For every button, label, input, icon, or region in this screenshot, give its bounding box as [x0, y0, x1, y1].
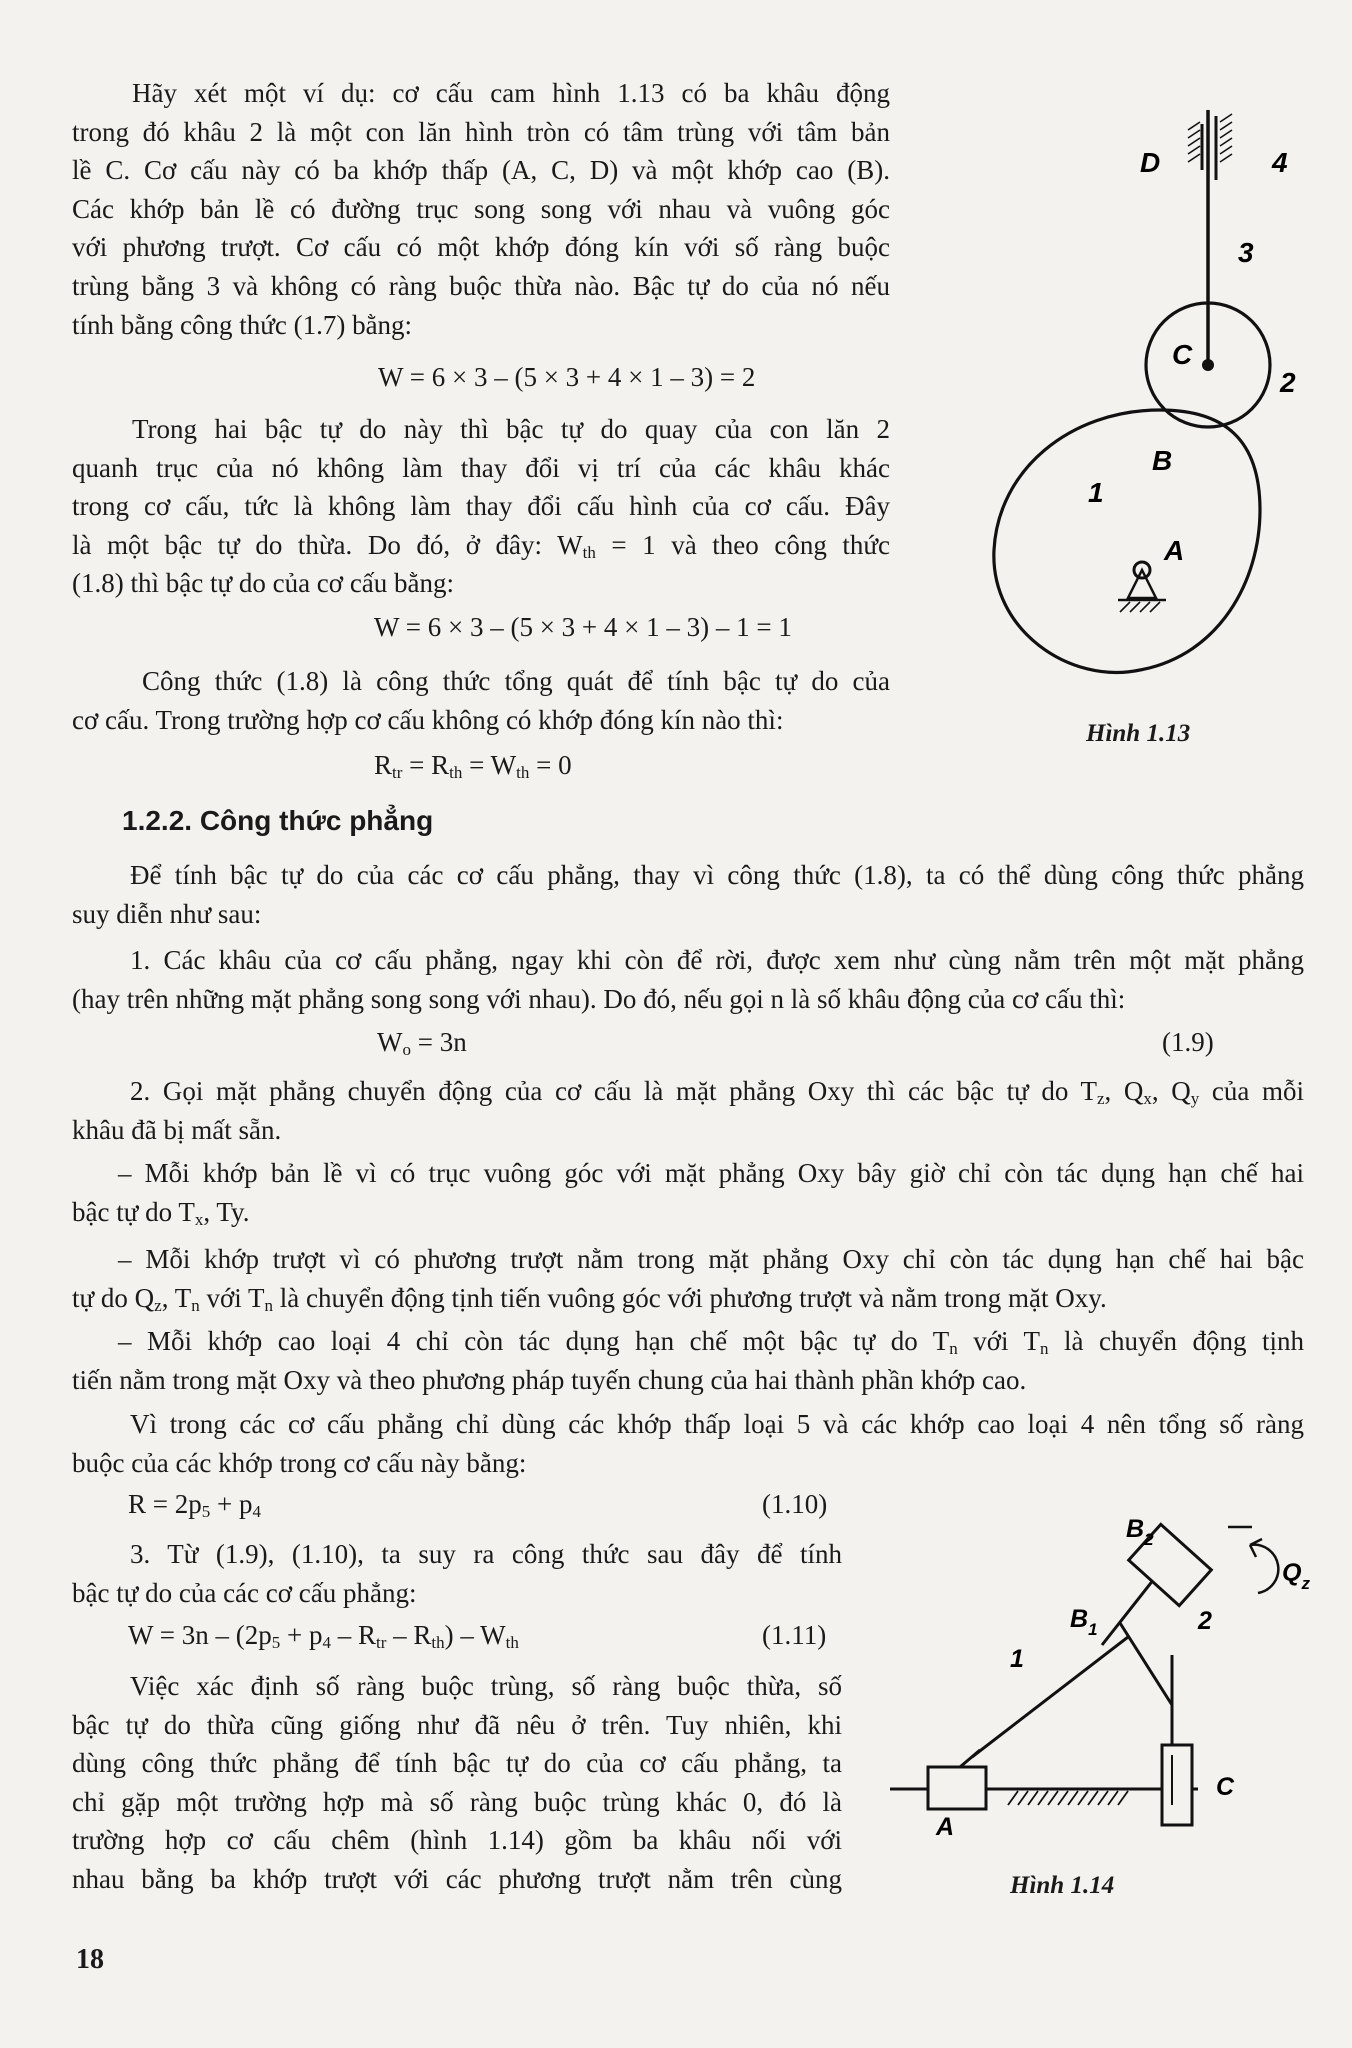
text-line	[72, 1193, 1304, 1232]
paragraph-general	[72, 662, 890, 739]
text-line: Để tính bậc tự do của các cơ cấu phẳng, thay vì công thức (1.8), ta có thể dùng công thức phẳng	[130, 860, 1304, 890]
subscript: n	[1040, 1339, 1049, 1358]
link-1	[972, 1637, 1128, 1757]
label-1: 1	[1010, 1645, 1024, 1673]
text-segment: = R	[402, 750, 450, 780]
paragraph-item-1	[72, 941, 1304, 1018]
text-line: 3. Từ (1.9), (1.10), ta suy ra công thức sau đây để tính	[130, 1539, 842, 1569]
subscript: z	[1097, 1089, 1105, 1108]
slider-c	[1162, 1745, 1192, 1825]
text-segment: R = 2p	[128, 1489, 202, 1519]
equation-number: (1.11)	[762, 1620, 827, 1650]
link-2-lower	[1120, 1623, 1172, 1705]
label-subscript: z	[1301, 1574, 1310, 1593]
text-segment: – R	[330, 1620, 376, 1650]
text-line: – Mỗi khớp bản lề vì có trục vuông góc với mặt phẳng Oxy bây giờ chỉ còn tác dụng hạn chế hai	[118, 1158, 1304, 1188]
label-3: 3	[1238, 237, 1254, 268]
paragraph-item-3	[72, 1535, 842, 1612]
text-line	[72, 526, 890, 565]
text-line: trong đó khâu 2 là một con lăn hình tròn có tâm trùng với tâm bản	[72, 116, 890, 147]
text-line: Vì trong các cơ cấu phẳng chỉ dùng các khớp thấp loại 5 và các khớp cao loại 4 nên tổng số ràng	[130, 1409, 1304, 1439]
label-b2	[1126, 1515, 1154, 1549]
figure-caption: Hình 1.14	[1010, 1872, 1115, 1899]
slider-a	[928, 1767, 986, 1809]
text-line	[72, 1322, 1304, 1361]
label-b: B	[1152, 445, 1173, 476]
ground-hatch	[1008, 1791, 1128, 1805]
text-segment: W	[377, 1027, 403, 1057]
subscript: z	[154, 1295, 162, 1315]
text-segment: là một bậc tự do thừa. Do đó, ở đây: W	[72, 529, 583, 560]
text-segment: là chuyển động tịnh tiến vuông góc với phương trượt và nằm trong mặt Oxy.	[273, 1282, 1107, 1313]
formula-r-zero	[374, 750, 572, 781]
text-segment: , Q	[1104, 1076, 1144, 1106]
subscript: th	[516, 763, 530, 782]
subscript: th	[449, 763, 463, 782]
text-line: (1.8) thì bậc tự do của cơ cấu bằng:	[72, 568, 455, 599]
formula-planar-w	[128, 1620, 519, 1651]
text-line: (hay trên những mặt phẳng song song với nhau). Do đó, nếu gọi n là số khâu động của cơ cấu thì:	[72, 983, 1126, 1014]
text-line	[72, 1072, 1304, 1111]
subscript: n	[264, 1295, 273, 1315]
text-line: bậc tự do của các cơ cấu phẳng:	[72, 1577, 417, 1608]
subscript: 5	[201, 1502, 211, 1521]
section-heading: 1.2.2. Công thức phẳng	[122, 805, 434, 836]
formula-w0	[377, 1027, 467, 1058]
text-line: Công thức (1.8) là công thức tổng quát để tính bậc tự do của	[142, 666, 890, 696]
text-line: dùng công thức phẳng để tính bậc tự do của cơ cấu phẳng, ta	[72, 1748, 842, 1779]
text-line: tính bằng công thức (1.7) bằng:	[72, 309, 413, 340]
equation-number: (1.10)	[762, 1489, 828, 1519]
text-segment: – R	[386, 1620, 432, 1650]
text-line: Trong hai bậc tự do này thì bậc tự do quay của con lăn 2	[132, 414, 890, 444]
label-a: A	[1164, 535, 1185, 566]
text-segment: , T	[161, 1282, 192, 1313]
text-line: trong cơ cấu, tức là không làm thay đổi cấu hình của cơ cấu. Đây	[72, 491, 890, 522]
page-number: 18	[76, 1944, 104, 1975]
text-segment: 2. Gọi mặt phẳng chuyển động của cơ cấu là mặt phẳng Oxy thì các bậc tự do T	[130, 1076, 1097, 1106]
text-segment: ) – W	[444, 1620, 506, 1650]
label-2: 2	[1280, 367, 1296, 398]
pin-support	[1128, 570, 1156, 598]
text-line: suy diễn như sau:	[72, 898, 262, 929]
subscript: n	[949, 1339, 958, 1358]
subscript: o	[402, 1040, 411, 1059]
paragraph-final	[72, 1667, 842, 1899]
subscript: 5	[271, 1633, 281, 1652]
subscript: th	[505, 1633, 519, 1652]
subscript: th	[582, 542, 596, 562]
text-segment: W = 3n – (2p	[128, 1620, 272, 1650]
text-segment: với T	[957, 1326, 1041, 1356]
text-line	[72, 1279, 1304, 1318]
formula-r	[128, 1489, 261, 1520]
text-line: Việc xác định số ràng buộc trùng, số ràng buộc thừa, số	[130, 1671, 842, 1701]
text-line: Hãy xét một ví dụ: cơ cấu cam hình 1.13 có ba khâu động	[132, 78, 890, 108]
label-b1	[1070, 1605, 1098, 1639]
paragraph-item-2	[72, 1072, 1304, 1149]
text-segment: R	[374, 750, 393, 780]
paragraph-item-2a	[72, 1154, 1304, 1231]
text-line: chỉ gặp một trường hợp mà số ràng buộc trùng khác 0, đó là	[72, 1786, 842, 1817]
subscript: n	[191, 1295, 200, 1315]
text-segment: của mỗi	[1199, 1076, 1305, 1106]
text-segment: = 1 và theo công thức	[595, 529, 890, 560]
text-segment: bậc tự do T	[72, 1196, 195, 1227]
paragraph-planar	[72, 856, 1304, 933]
subscript: y	[1190, 1089, 1200, 1108]
text-segment: tự do Q	[72, 1282, 155, 1313]
label-subscript: 2	[1144, 1530, 1154, 1549]
ground-hatch-left	[1188, 122, 1200, 162]
figure-1-14-wedge-mechanism	[880, 1505, 1320, 1835]
label-subscript: 1	[1088, 1620, 1098, 1639]
text-line: bậc tự do thừa cũng giống như đã nêu ở trên. Tuy nhiên, khi	[72, 1709, 842, 1740]
subscript: x	[194, 1209, 204, 1229]
text-line: nhau bằng ba khớp trượt với các phương trượt nằm trên cùng	[72, 1863, 842, 1894]
text-segment: – Mỗi khớp cao loại 4 chỉ còn tác dụng hạn chế một bậc tự do T	[118, 1326, 950, 1356]
label-qz	[1282, 1559, 1310, 1593]
text-line: lề C. Cơ cấu này có ba khớp thấp (A, C, D) và một khớp cao (B).	[72, 155, 890, 186]
label-d: D	[1140, 147, 1161, 178]
text-line: trường hợp cơ cấu chêm (hình 1.14) gồm ba khâu nối với	[72, 1825, 842, 1856]
label-text: Q	[1282, 1559, 1302, 1587]
paragraph-constraints	[72, 1405, 1304, 1482]
subscript: tr	[375, 1633, 387, 1652]
hinge-c	[1202, 359, 1214, 371]
subscript: x	[1143, 1089, 1152, 1108]
label-4: 4	[1272, 147, 1288, 178]
text-segment: , Q	[1151, 1076, 1191, 1106]
text-segment: , Ty.	[203, 1196, 250, 1227]
equation-number: (1.9)	[1162, 1027, 1214, 1057]
text-line: – Mỗi khớp trượt vì có phương trượt nằm trong mặt phẳng Oxy chỉ còn tác dụng hạn chế hai bậc	[118, 1244, 1304, 1274]
text-segment: = W	[462, 750, 517, 780]
paragraph-two-dof	[72, 410, 890, 603]
text-line: cơ cấu. Trong trường hợp cơ cấu không có khớp đóng kín nào thì:	[72, 704, 784, 735]
text-line: trùng bằng 3 và không có ràng buộc thừa nào. Bậc tự do của nó nếu	[72, 270, 890, 301]
label-a: A	[936, 1813, 955, 1835]
text-segment: = 3n	[410, 1027, 467, 1057]
paragraph-item-2b	[72, 1240, 1304, 1317]
cam-profile	[994, 410, 1260, 672]
formula-w-equals-2: W = 6 × 3 – (5 × 3 + 4 × 1 – 3) = 2	[378, 362, 756, 392]
text-line: quanh trục của nó không làm thay đổi vị trí của các khâu khác	[72, 452, 890, 483]
figure-1-13-cam-mechanism	[960, 110, 1320, 710]
arrow-head	[1250, 1539, 1262, 1557]
subscript: tr	[392, 763, 403, 782]
text-line: với phương trượt. Cơ cấu có một khớp đóng kín với số ràng buộc	[72, 232, 890, 263]
label-2: 2	[1198, 1607, 1212, 1635]
paragraph-item-2c	[72, 1322, 1304, 1399]
formula-w-equals-1: W = 6 × 3 – (5 × 3 + 4 × 1 – 3) – 1 = 1	[374, 612, 792, 642]
subscript: 4	[322, 1633, 331, 1652]
label-c: C	[1216, 1773, 1235, 1801]
subscript: 4	[252, 1502, 261, 1521]
text-line: khâu đã bị mất sẵn.	[72, 1114, 282, 1145]
text-line: tiến nằm trong mặt Oxy và theo phương pháp tuyến chung của hai thành phần khớp cao.	[72, 1364, 1027, 1395]
text-line: Các khớp bản lề có đường trục song song với nhau và vuông góc	[72, 193, 890, 224]
text-segment: + p	[210, 1489, 253, 1519]
text-segment: với T	[199, 1282, 265, 1313]
ground-hatch	[1120, 602, 1160, 612]
figure-caption: Hình 1.13	[1086, 720, 1191, 747]
label-text: B	[1126, 1515, 1145, 1543]
subscript: th	[431, 1633, 445, 1652]
text-segment: là chuyển động tịnh	[1048, 1326, 1304, 1356]
label-c: C	[1172, 339, 1193, 370]
text-segment: = 0	[529, 750, 572, 780]
text-segment: + p	[280, 1620, 323, 1650]
label-text: B	[1070, 1605, 1089, 1633]
text-line: 1. Các khâu của cơ cấu phẳng, ngay khi còn để rời, được xem như cùng nằm trên một mặt phẳng	[130, 945, 1304, 975]
ground-hatch-right	[1220, 114, 1232, 162]
paragraph-intro	[72, 74, 890, 344]
label-1: 1	[1088, 477, 1104, 508]
text-line: buộc của các khớp trong cơ cấu này bằng:	[72, 1447, 527, 1478]
